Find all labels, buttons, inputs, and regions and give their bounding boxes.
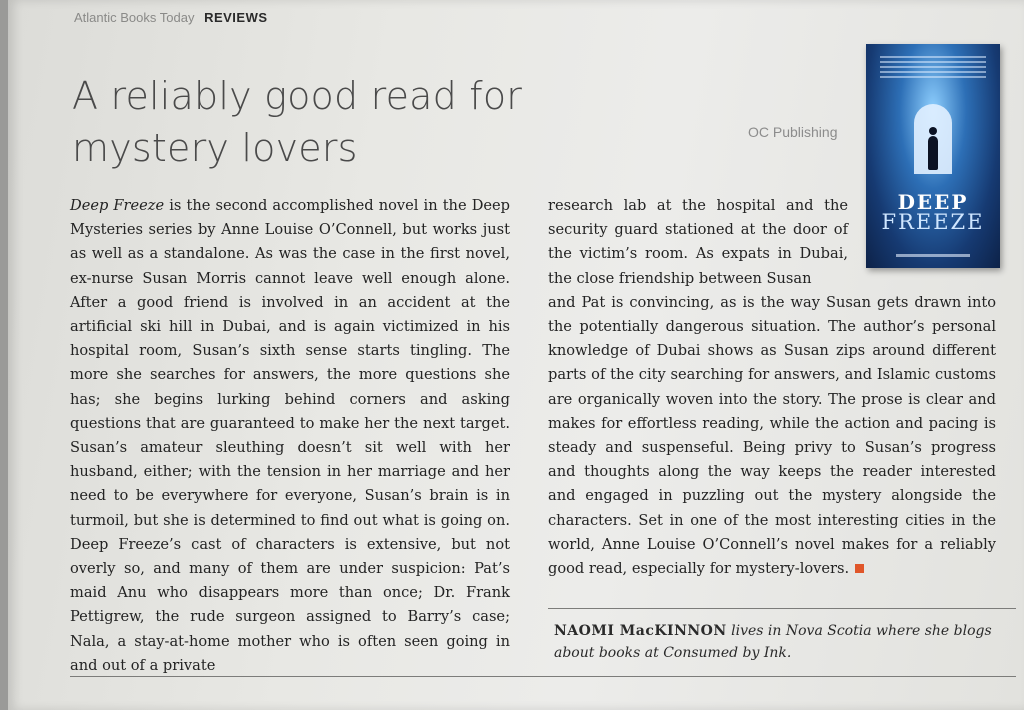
cover-title-line2: FREEZE — [881, 210, 985, 234]
paragraph-text: and Pat is convincing, as is the way Susan gets drawn into the potentially dangerous situation. The author’s personal knowledge of Dubai shows as Susan zips around different parts of the city searching for answers, and Islamic customs are organically woven into the story. The prose is clear and makes for effortless reading, while the action and pacing is steady and suspenseful. Being privy to Susan’s progress and thoughts along the way keeps the reader interested and engaged in puzzling out the mystery alongside the characters. Set in one of the most interesting cities in the world, Anne Louise O’Connell’s novel makes for a reliably good read, especially for mystery-lovers. — [548, 293, 996, 578]
article-title: A reliably good read for mystery lovers — [72, 74, 523, 170]
paragraph-right — [548, 291, 996, 581]
paragraph-left — [70, 194, 510, 678]
reviewer-name: NAOMI MacKINNON — [554, 623, 727, 639]
end-mark-icon — [855, 564, 864, 573]
paragraph-right-narrow: research lab at the hospital and the security guard stationed at the door of the victim’s room. As expats in Dubai, the close friendship between Susan — [548, 197, 848, 287]
cover-title-line1: DEEP — [897, 190, 969, 214]
author-bio — [554, 620, 1014, 664]
page-bottom-rule — [70, 676, 1016, 677]
running-header — [74, 10, 268, 25]
section-label: REVIEWS — [204, 10, 268, 25]
article-column-right — [548, 194, 996, 581]
cover-tagline-lines — [880, 56, 986, 78]
article-column-left — [70, 194, 510, 678]
bio-text: lives in Nova Scotia where she blogs about books at Consumed by Ink. — [554, 623, 992, 661]
publication-name: Atlantic Books Today — [74, 10, 195, 25]
magazine-page — [8, 0, 1024, 710]
publisher-label: OC Publishing — [748, 124, 838, 140]
cover-figure-silhouette — [928, 136, 938, 170]
bio-divider — [548, 608, 1016, 609]
paragraph-text: is the second accomplished novel in the Deep Mysteries series by Anne Louise O’Connell, but works just as well as a standalone. As was the case in the first novel, ex-nurse Susan Morris cannot leave well enough alone. After a good friend is involved in an accident at the artificial ski hill in Dubai, and is again victimized in his hospital room, Susan’s sixth sense starts tingling. The more she searches for answers, the more questions she has; she begins lurking behind corners and asking questions that are guaranteed to make her the next target. Susan’s amateur sleuthing doesn’t sit well with her husband, either; with the tension in her marriage and her need to be everywhere for everyone, Susan’s brain is in turmoil, but she is determined to find out what is going on. Deep Freeze’s cast of characters is extensive, but not overly so, and many of them are under suspicion: Pat’s maid Anu who disappears more than once; Dr. Frank Pettigrew, the rude surgeon assigned to Barry’s case; Nala, a stay-at-home mother who is often seen going in and out of a private — [70, 197, 511, 674]
book-title-italic: Deep Freeze — [70, 197, 165, 214]
